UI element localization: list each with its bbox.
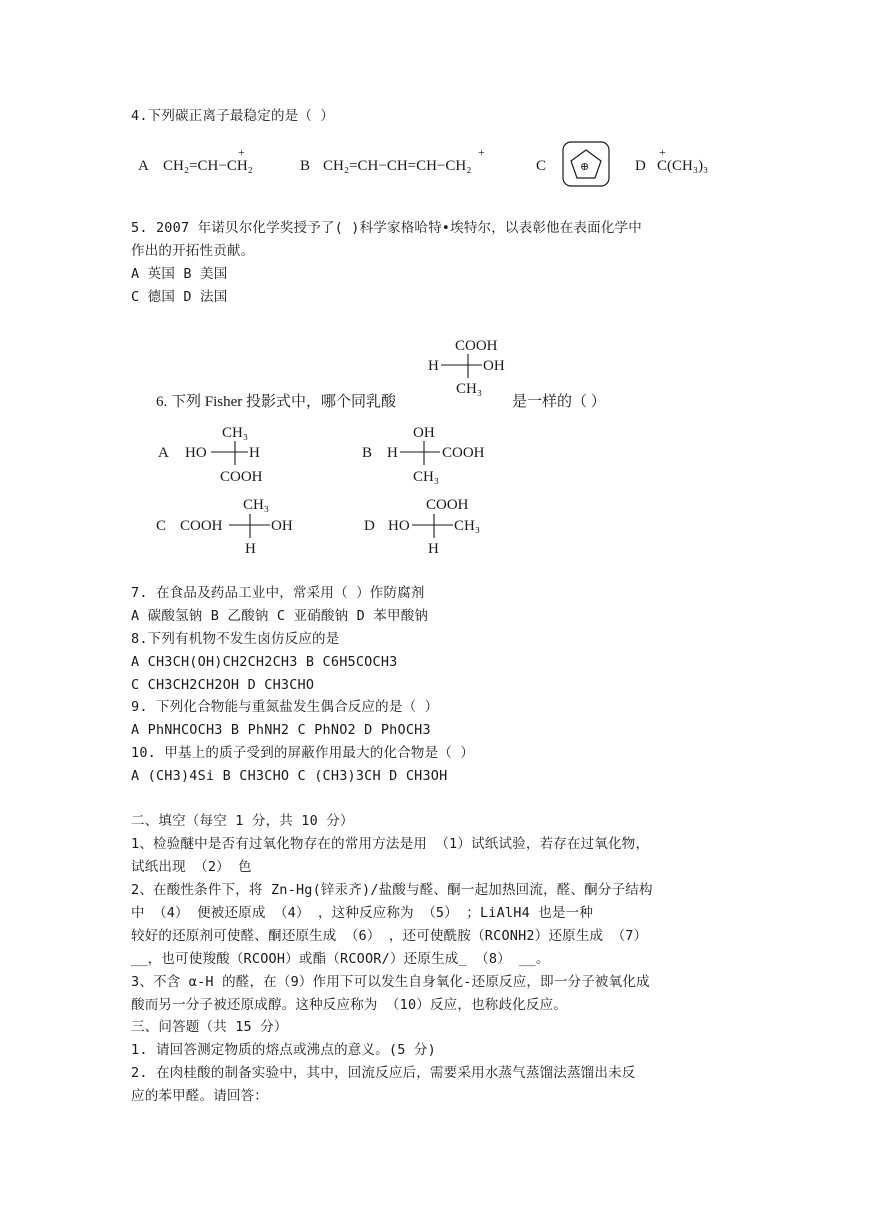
fill-2-line1: 2、在酸性条件下，将 Zn-Hg(锌汞齐)/盐酸与醛、酮一起加热回流，醛、酮分子结构 (131, 882, 653, 898)
fisher-left: COOH (180, 518, 223, 534)
q4-a-formula: CH₂=CH−CH₂ (163, 158, 253, 174)
option-letter: B (362, 445, 373, 461)
q4-d-plus: + (659, 145, 666, 159)
q4-d-formula: C(CH₃)₃ (657, 158, 709, 174)
fill-1-line2: 试纸出现 （2） 色 (131, 859, 252, 875)
option-letter: C (156, 518, 167, 534)
fisher-right: COOH (442, 445, 485, 461)
fisher-bottom: H (245, 541, 256, 557)
fisher-bottom: H (428, 541, 439, 557)
q6-stem-tail: 是一样的（ ） (512, 394, 606, 410)
q9-options: A PhNHCOCH3 B PhNH2 C PhNO2 D PhOCH3 (131, 722, 431, 738)
section-3-heading: 三、问答题（共 15 分） (131, 1019, 288, 1035)
q4-c-letter: C (536, 158, 547, 174)
fisher-left: H (428, 358, 439, 374)
fisher-left: H (387, 445, 398, 461)
fisher-right: CH₃ (454, 518, 481, 534)
q6-reference-fisher (420, 333, 520, 403)
fisher-top: CH₃ (222, 425, 249, 441)
qa-1: 1. 请回答测定物质的熔点或沸点的意义。(5 分) (131, 1042, 436, 1058)
fill-2-line4: __，也可使羧酸（RCOOH）或酯（RCOOR/）还原生成_ （8） __。 (131, 951, 550, 967)
option-letter: D (364, 518, 375, 534)
fisher-bottom: CH₃ (413, 469, 440, 485)
fisher-right: OH (271, 518, 293, 534)
q10-options: A (CH3)4Si B CH3CHO C (CH3)3CH D CH3OH (131, 768, 448, 784)
q4-b-plus: + (478, 145, 485, 159)
q4-b-letter: B (300, 158, 311, 174)
fisher-top: CH₃ (243, 497, 270, 513)
q10-stem: 10. 甲基上的质子受到的屏蔽作用最大的化合物是（ ） (131, 745, 475, 761)
qa-2-line1: 2. 在肉桂酸的制备实验中，其中，回流反应后，需要采用水蒸气蒸馏法蒸馏出未反 (131, 1065, 636, 1081)
q7-stem: 7. 在食品及药品工业中，常采用（ ）作防腐剂 (131, 585, 425, 601)
q8-options-1: A CH3CH(OH)CH2CH2CH3 B C6H5COCH3 (131, 654, 398, 670)
q6-stem: 6. 下列 Fisher 投影式中，哪个同乳酸 (156, 394, 397, 410)
q4-stem: 4.下列碳正离子最稳定的是（ ） (131, 108, 335, 124)
option-letter: A (158, 445, 169, 461)
qa-2-line2: 应的苯甲醛。请回答： (131, 1088, 268, 1104)
fisher-bottom: COOH (220, 469, 263, 485)
fill-3-line2: 酸而另一分子被还原成醇。这种反应称为 （10）反应，也称歧化反应。 (131, 997, 567, 1013)
q8-stem: 8.下列有机物不发生卤仿反应的是 (131, 631, 340, 647)
section-2-heading: 二、填空（每空 1 分，共 10 分） (131, 813, 354, 829)
q5-options-ab: A 英国 B 美国 (131, 266, 228, 282)
q6-option-a (150, 420, 290, 490)
fill-2-line2: 中 （4） 便被还原成 （4） ，这种反应称为 （5） ；LiAlH4 也是一种 (131, 905, 594, 921)
q5-stem-line1: 5. 2007 年诺贝尔化学奖授予了( )科学家格哈特•埃特尔，以表彰他在表面化学中 (131, 220, 642, 236)
q4-options (130, 140, 730, 190)
q6-option-c (150, 492, 320, 562)
fisher-top: OH (413, 425, 435, 441)
fill-3-line1: 3、不含 α-H 的醛，在（9）作用下可以发生自身氧化-还原反应，即一分子被氧化成 (131, 974, 650, 990)
fisher-top: COOH (455, 338, 498, 354)
q7-options: A 碳酸氢钠 B 乙酸钠 C 亚硝酸钠 D 苯甲酸钠 (131, 608, 429, 624)
fisher-right: H (249, 445, 260, 461)
q4-b-formula: CH₂=CH−CH=CH−CH₂ (323, 158, 472, 174)
fisher-left: HO (185, 445, 207, 461)
q4-a-plus: + (238, 145, 245, 159)
fisher-left: HO (388, 518, 410, 534)
q5-stem-line2: 作出的开拓性贡献。 (131, 243, 255, 259)
q4-a-letter: A (138, 158, 149, 174)
q4-d-letter: D (635, 158, 646, 174)
q8-options-2: C CH3CH2CH2OH D CH3CHO (131, 677, 315, 693)
q6-option-b (358, 420, 518, 490)
fill-1-line1: 1、检验醚中是否有过氧化物存在的常用方法是用 （1）试纸试验，若存在过氧化物， (131, 836, 650, 852)
q6-option-d (358, 492, 518, 562)
q5-options-cd: C 德国 D 法国 (131, 289, 228, 305)
fisher-right: OH (483, 358, 505, 374)
fisher-bottom: CH₃ (456, 381, 483, 397)
q9-stem: 9. 下列化合物能与重氮盐发生偶合反应的是（ ） (131, 699, 439, 715)
fisher-top: COOH (426, 497, 469, 513)
fill-2-line3: 较好的还原剂可使醛、酮还原生成 （6） ，还可使酰胺（RCONH2）还原生成 （7） (131, 928, 648, 944)
q4-c-charge: ⊕ (580, 161, 590, 173)
